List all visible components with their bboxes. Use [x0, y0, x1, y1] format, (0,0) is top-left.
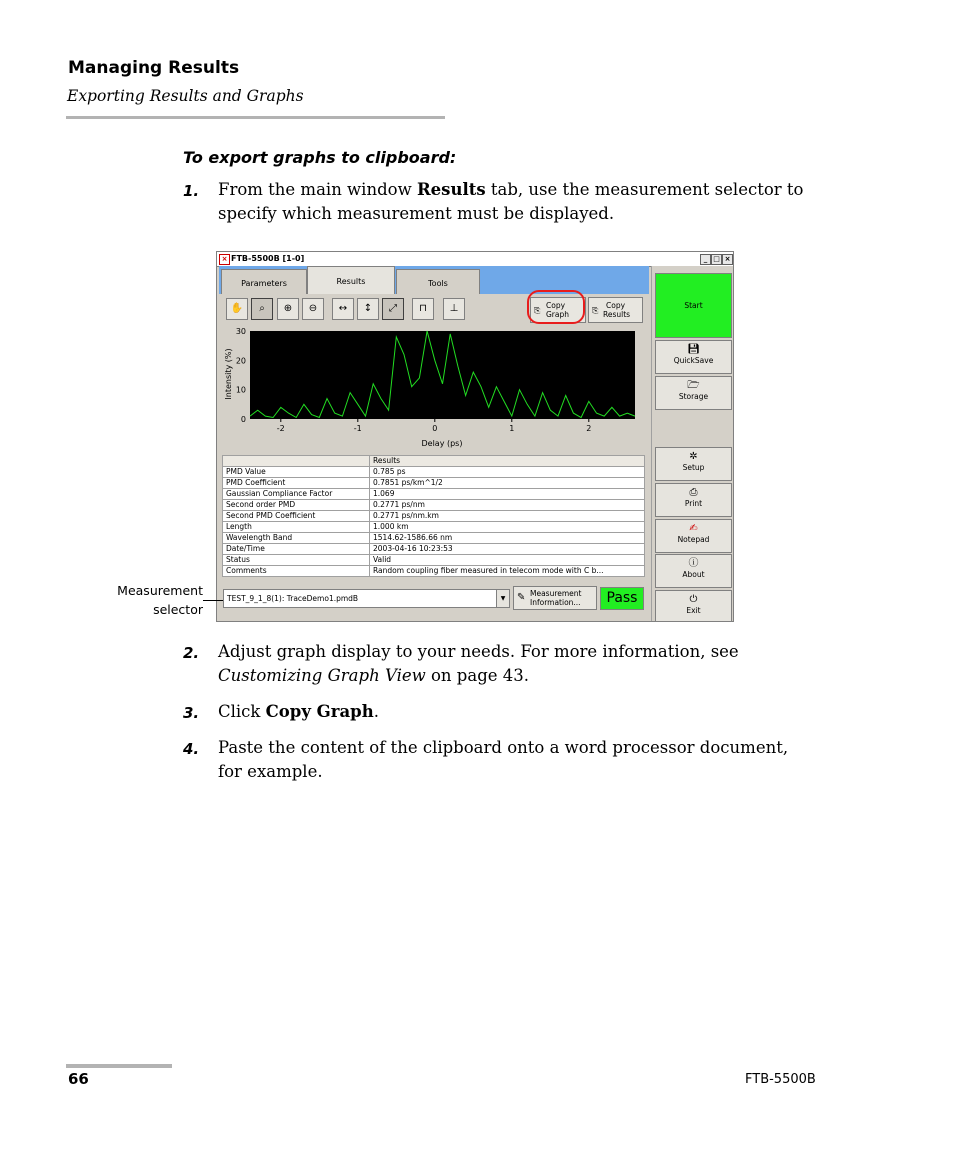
results-header: Results: [370, 456, 645, 467]
page-number: 66: [68, 1070, 89, 1088]
zoom-area-icon[interactable]: ⌕: [251, 298, 273, 320]
zoom-fit-icon[interactable]: ⤢: [382, 298, 404, 320]
table-row: [223, 522, 645, 533]
y-tick-label: 10: [235, 385, 246, 395]
result-label: Second PMD Coefficient: [223, 511, 370, 522]
y-tick-label: 20: [235, 356, 246, 366]
product-name: FTB-5500B: [745, 1072, 816, 1087]
x-tick-label: 1: [509, 424, 515, 433]
table-row: [223, 500, 645, 511]
header-rule: [66, 116, 445, 119]
callout-label: [100, 581, 203, 619]
zoom-out-icon[interactable]: ⊖: [302, 298, 324, 320]
table-row: [223, 533, 645, 544]
about-label: About: [682, 570, 705, 579]
step-1-text: From the main window Results tab, use the measurement selector to specify which measurement must be displayed.: [218, 180, 804, 223]
print-button[interactable]: [655, 483, 732, 517]
notepad-button[interactable]: [655, 519, 732, 553]
table-row: [223, 478, 645, 489]
result-value: 2003-04-16 10:23:53: [370, 544, 645, 555]
result-value: 1.000 km: [370, 522, 645, 533]
section-subtitle: Exporting Results and Graphs: [67, 87, 304, 105]
section-title: Managing Results: [68, 58, 240, 78]
exit-button[interactable]: [655, 590, 732, 622]
result-label: PMD Value: [223, 467, 370, 478]
table-row: [223, 555, 645, 566]
copy-results-label-1: Copy: [606, 301, 626, 310]
marker-icon[interactable]: ⊥: [443, 298, 465, 320]
y-tick-label: 30: [235, 327, 246, 336]
hand-icon[interactable]: ✋: [226, 298, 248, 320]
copy-icon: ⎘: [534, 306, 541, 315]
step-3-number: 3.: [183, 704, 200, 722]
notepad-label: Notepad: [677, 535, 710, 544]
tab-tools[interactable]: Tools: [396, 269, 480, 294]
table-row: [223, 511, 645, 522]
app-icon: ×: [219, 254, 230, 265]
result-value: Valid: [370, 555, 645, 566]
result-label: PMD Coefficient: [223, 478, 370, 489]
copy-graph-highlight: [527, 290, 585, 324]
step-4-text: Paste the content of the clipboard onto a word processor document, for example.: [218, 738, 789, 781]
table-row: [223, 544, 645, 555]
start-button[interactable]: Start: [655, 273, 732, 338]
storage-label: Storage: [678, 392, 709, 401]
about-button[interactable]: [655, 554, 732, 588]
intensity-chart: [219, 326, 649, 456]
print-label: Print: [684, 499, 703, 508]
table-row: [223, 566, 645, 577]
full-view-icon[interactable]: ⊓: [412, 298, 434, 320]
x-tick-label: -1: [353, 424, 362, 433]
zoom-h-icon[interactable]: ↔: [332, 298, 354, 320]
copy-results-button[interactable]: [588, 297, 643, 323]
step-2-number: 2.: [183, 644, 200, 662]
measurement-selector[interactable]: [223, 589, 510, 608]
window-title: FTB-5500B [1-0]: [231, 254, 305, 263]
quicksave-label: QuickSave: [673, 356, 714, 365]
tab-parameters[interactable]: Parameters: [221, 269, 307, 294]
printer-icon: ⎙: [689, 487, 698, 498]
result-value: 1514.62-1586.66 nm: [370, 533, 645, 544]
result-value: 0.2771 ps/nm.km: [370, 511, 645, 522]
y-tick-label: 0: [240, 415, 246, 424]
power-icon: ⏻: [689, 594, 698, 605]
measurement-info-label-2: Information...: [530, 598, 581, 607]
window-titlebar: [217, 252, 733, 267]
result-label: Date/Time: [223, 544, 370, 555]
minimize-button[interactable]: _: [700, 254, 711, 265]
tab-results[interactable]: Results: [307, 266, 395, 294]
selector-value: TEST_9_1_8(1): TraceDemo1.pmdB: [227, 594, 359, 603]
callout-leader-line: [203, 600, 223, 601]
notepad-icon: ✍: [689, 523, 698, 534]
result-label: Second order PMD: [223, 500, 370, 511]
tools-icon: ✲: [689, 451, 698, 462]
measurement-info-label-1: Measurement: [530, 589, 582, 598]
tab-bar: [219, 266, 649, 294]
results-header-row: [223, 456, 645, 467]
footer-rule: [66, 1064, 172, 1068]
result-label: Length: [223, 522, 370, 533]
results-table: [222, 455, 645, 577]
folder-icon: 🗁: [687, 380, 700, 391]
setup-button[interactable]: [655, 447, 732, 481]
x-axis-label: Delay (ps): [421, 439, 463, 448]
step-2-text: Adjust graph display to your needs. For more information, see Customizing Graph View on page 43.: [218, 642, 739, 685]
result-label: Comments: [223, 566, 370, 577]
callout-line-2: selector: [153, 602, 203, 617]
results-header-blank: [223, 456, 370, 467]
measurement-info-button[interactable]: [513, 586, 597, 610]
exit-label: Exit: [686, 606, 701, 615]
zoom-v-icon[interactable]: ↕: [357, 298, 379, 320]
result-label: Status: [223, 555, 370, 566]
step-4-number: 4.: [183, 740, 200, 758]
plot-area: [250, 331, 635, 419]
table-row: [223, 489, 645, 500]
result-label: Wavelength Band: [223, 533, 370, 544]
zoom-in-icon[interactable]: ⊕: [277, 298, 299, 320]
x-tick-label: 2: [586, 424, 592, 433]
floppy-icon: 💾︎: [687, 344, 700, 355]
dropdown-arrow-icon[interactable]: ▼: [496, 590, 509, 607]
pencil-icon: ✎: [517, 592, 526, 603]
result-value: 0.7851 ps/km^1/2: [370, 478, 645, 489]
y-axis-label: Intensity (%): [224, 348, 233, 400]
step-1-number: 1.: [183, 182, 200, 200]
copy-icon: ⎘: [592, 306, 599, 315]
x-tick-label: -2: [276, 424, 285, 433]
info-icon: ⓘ: [688, 558, 699, 569]
copy-results-label-2: Results: [603, 310, 631, 319]
maximize-button[interactable]: □: [711, 254, 722, 265]
result-value: 0.2771 ps/nm: [370, 500, 645, 511]
setup-label: Setup: [682, 463, 705, 472]
step-3-text: Click Copy Graph.: [218, 702, 379, 721]
callout-line-1: Measurement: [117, 583, 203, 598]
procedure-title: To export graphs to clipboard:: [183, 148, 457, 167]
quicksave-button[interactable]: [655, 340, 732, 374]
result-label: Gaussian Compliance Factor: [223, 489, 370, 500]
copy-graph-label-2: Graph: [546, 310, 570, 319]
app-window-screenshot: [216, 251, 734, 622]
copy-graph-label-1: Copy: [546, 301, 566, 310]
x-tick-label: 0: [432, 424, 438, 433]
close-button[interactable]: ×: [722, 254, 733, 265]
pass-indicator: Pass: [600, 587, 644, 610]
result-value: Random coupling fiber measured in telecom mode with C b...: [370, 566, 645, 577]
result-value: 0.785 ps: [370, 467, 645, 478]
storage-button[interactable]: [655, 376, 732, 410]
result-value: 1.069: [370, 489, 645, 500]
table-row: [223, 467, 645, 478]
